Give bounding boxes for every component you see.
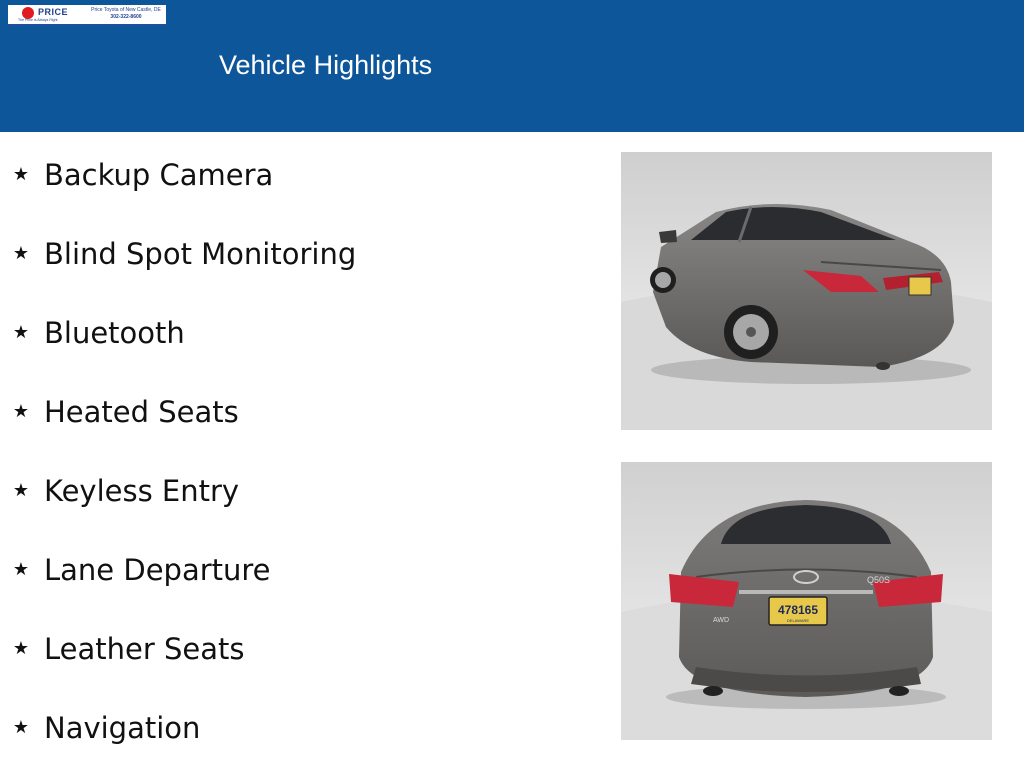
highlight-item — [10, 308, 356, 387]
vehicle-photo-rear-quarter[interactable] — [621, 152, 992, 430]
star-icon: ★ — [12, 401, 30, 422]
highlight-item — [10, 150, 356, 229]
license-plate-number: 478165 — [777, 603, 819, 617]
highlight-label: Navigation — [44, 710, 201, 745]
license-plate-state: DELAWARE — [786, 618, 810, 623]
logo-dealer-name: Price Toyota of New Castle, DE — [91, 7, 161, 13]
model-badge: Q50S — [867, 575, 891, 585]
vehicle-photo-rear[interactable] — [621, 462, 992, 740]
highlight-label: Blind Spot Monitoring — [44, 236, 357, 271]
star-icon: ★ — [12, 638, 30, 659]
highlight-item — [10, 466, 356, 545]
highlight-item — [10, 624, 356, 703]
highlight-label: Keyless Entry — [44, 473, 240, 508]
highlight-item — [10, 545, 356, 624]
highlights-list — [10, 150, 356, 782]
logo-phone: 302-322-8600 — [110, 14, 142, 20]
page-title: Vehicle Highlights — [219, 50, 433, 80]
logo-brand: PRICE — [38, 7, 69, 17]
star-icon: ★ — [12, 243, 30, 264]
highlight-label: Leather Seats — [44, 631, 245, 666]
star-icon: ★ — [12, 717, 30, 738]
highlight-item — [10, 387, 356, 466]
highlight-item — [10, 703, 356, 782]
highlight-label: Heated Seats — [44, 394, 239, 429]
star-icon: ★ — [12, 480, 30, 501]
logo-tagline: The Price is Always Right — [18, 18, 58, 22]
header-banner — [0, 0, 1024, 132]
highlight-label: Backup Camera — [44, 157, 274, 192]
highlight-label: Bluetooth — [44, 315, 185, 350]
awd-badge: AWD — [713, 617, 730, 624]
star-icon: ★ — [12, 322, 30, 343]
highlight-item — [10, 229, 356, 308]
dealer-logo[interactable] — [8, 5, 166, 26]
highlight-label: Lane Departure — [44, 552, 271, 587]
star-icon: ★ — [12, 559, 30, 580]
star-icon: ★ — [12, 164, 30, 185]
